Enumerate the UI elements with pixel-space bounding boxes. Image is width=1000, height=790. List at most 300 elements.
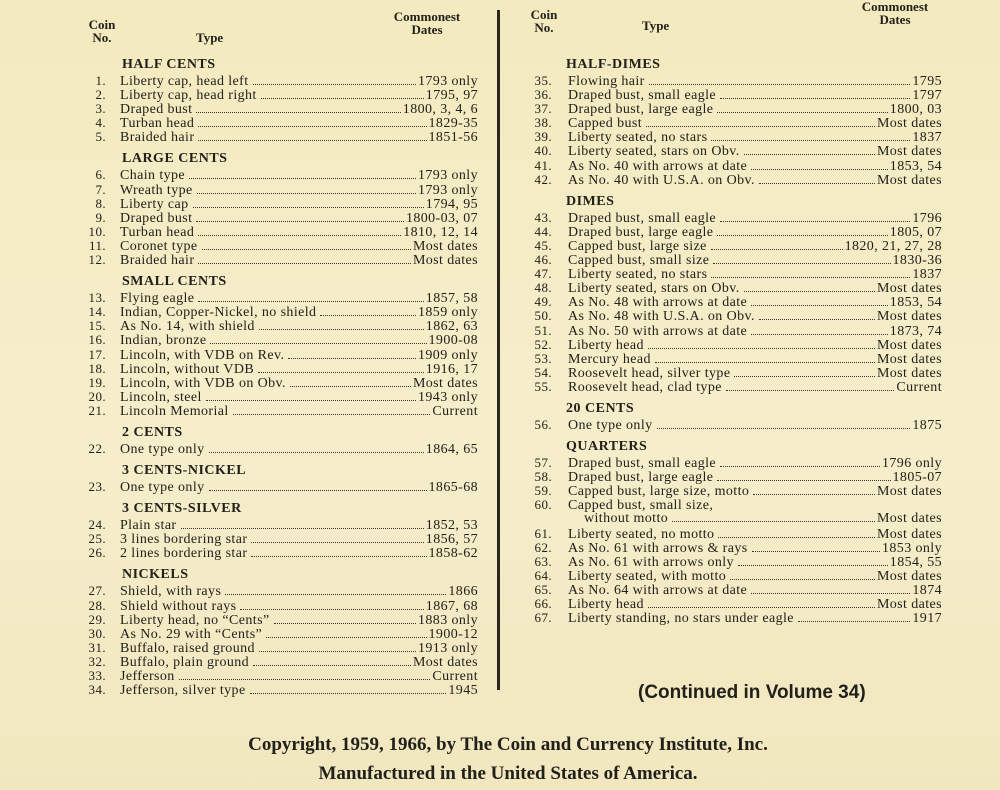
dot-leader <box>225 594 446 595</box>
coin-number: 58. <box>534 469 552 485</box>
coin-number: 66. <box>534 596 552 611</box>
type-heading: Type <box>642 18 670 33</box>
coin-type: Draped bust, large eagle <box>568 102 714 118</box>
dot-leader <box>720 221 910 222</box>
commonest-date: 1853, 54 <box>889 295 942 311</box>
commonest-date: 1883 only <box>418 612 478 628</box>
coin-type: As No. 64 with arrows at date <box>568 582 748 598</box>
dot-leader <box>288 358 416 359</box>
coin-row <box>58 74 478 88</box>
coin-type: One type only <box>120 441 205 457</box>
coin-type: Liberty standing, no stars under eagle <box>568 611 794 627</box>
coin-section <box>58 566 478 697</box>
dot-leader <box>711 277 910 278</box>
coin-type: Buffalo, raised ground <box>120 640 255 656</box>
coin-row <box>58 305 478 319</box>
commonest-date: 1900-08 <box>428 333 478 349</box>
dot-leader <box>266 637 426 638</box>
coin-number: 54. <box>534 364 552 380</box>
dot-leader <box>759 183 875 184</box>
section-title: HALF-DIMES <box>566 57 661 72</box>
coin-type: Wreath type <box>120 182 193 198</box>
commonest-date: 1793 only <box>418 168 478 184</box>
coin-type: Capped bust <box>568 116 643 132</box>
coin-type: without motto <box>584 511 669 527</box>
commonest-date: 1862, 63 <box>425 319 478 335</box>
dot-leader <box>320 315 416 316</box>
coin-type: Liberty seated, with motto <box>568 568 727 584</box>
coin-type: Jefferson, silver type <box>120 683 246 699</box>
right-header <box>522 0 942 56</box>
coin-number: 5. <box>95 129 106 145</box>
coin-row <box>58 239 478 253</box>
section-title: DIMES <box>566 193 615 209</box>
coin-section <box>58 56 478 144</box>
coin-number: 53. <box>534 350 552 366</box>
coin-number: 56. <box>534 416 552 432</box>
coin-type: Liberty seated, no stars <box>568 267 708 283</box>
dot-leader <box>713 263 890 264</box>
dot-leader <box>751 169 888 170</box>
dot-leader <box>751 305 888 306</box>
coin-type: Draped bust, large eagle <box>568 470 714 486</box>
copyright-line: Copyright, 1959, 1966, by The Coin and Currency Institute, Inc. <box>248 734 768 755</box>
coin-row <box>522 102 942 116</box>
coin-number: 20. <box>88 388 106 404</box>
coin-row <box>58 641 478 655</box>
commonest-date: Most dates <box>876 309 942 325</box>
coin-number: 23. <box>88 479 106 495</box>
coin-type: Lincoln, without VDB <box>120 361 255 377</box>
coin-row <box>58 130 478 144</box>
commonest-date: 1858-62 <box>428 546 478 562</box>
dot-leader <box>233 414 431 415</box>
coin-number: 32. <box>88 653 106 669</box>
commonest-date: Most dates <box>876 116 942 132</box>
commonest-date: 1874 <box>912 582 942 598</box>
coin-type: As No. 48 with U.S.A. on Obv. <box>568 309 755 325</box>
coin-number: 47. <box>534 266 552 282</box>
coin-number: 13. <box>88 290 106 306</box>
coin-type: Jefferson <box>120 669 175 684</box>
dot-leader <box>189 178 416 179</box>
coin-number: 17. <box>88 346 106 362</box>
coin-row <box>58 390 478 404</box>
coin-number: 50. <box>534 308 552 324</box>
coin-number: 29. <box>88 611 106 627</box>
dot-leader <box>738 565 888 566</box>
coin-number: 64. <box>534 567 552 583</box>
commonest-date: Most dates <box>876 511 942 527</box>
coin-type: As No. 29 with “Cents” <box>120 626 263 642</box>
coin-row <box>522 239 942 253</box>
coin-row <box>522 211 942 225</box>
coin-type: As No. 48 with arrows at date <box>568 295 748 311</box>
left-sections <box>58 56 478 697</box>
coin-number: 36. <box>534 87 552 103</box>
dot-leader <box>744 291 875 292</box>
commonest-date: Most dates <box>412 375 478 391</box>
coin-row <box>58 225 478 239</box>
coin-section <box>522 438 942 625</box>
dot-leader <box>646 126 875 127</box>
commonest-date: 1875 <box>912 417 942 433</box>
coin-row <box>522 456 942 470</box>
commonest-date: 1909 only <box>418 347 478 363</box>
coin-row <box>522 253 942 267</box>
right-column <box>522 0 942 625</box>
coin-type: Mercury head <box>568 351 651 367</box>
coin-row <box>522 116 942 130</box>
dot-leader <box>720 98 910 99</box>
commonest-date: Most dates <box>876 144 942 160</box>
commonest-date: 1793 only <box>418 182 478 198</box>
dot-leader <box>759 319 875 320</box>
coin-type: Draped bust, small eagle <box>568 456 717 472</box>
commonest-date: 1829-35 <box>428 116 478 132</box>
coin-number: 1. <box>95 73 106 88</box>
coin-row <box>58 669 478 683</box>
coin-section <box>522 56 942 187</box>
coin-section <box>58 150 478 267</box>
coin-type: Roosevelt head, silver type <box>568 365 731 381</box>
coin-row <box>58 532 478 546</box>
dot-leader <box>711 140 910 141</box>
coin-row <box>522 267 942 281</box>
dot-leader <box>197 193 416 194</box>
commonest-date: 1851-56 <box>428 130 478 146</box>
dot-leader <box>181 528 424 529</box>
section-title: 20 CENTS <box>566 400 635 416</box>
commonest-dates-heading: Commonest Dates <box>393 9 461 37</box>
coin-type: As No. 14, with shield <box>120 319 255 335</box>
section-title: 2 CENTS <box>122 424 183 440</box>
coin-row <box>58 102 478 116</box>
commonest-dates-heading: Commonest Dates <box>861 0 929 27</box>
coin-type: Draped bust <box>120 102 193 118</box>
coin-section <box>58 424 478 456</box>
coin-number: 11. <box>89 237 106 253</box>
coin-number: 16. <box>88 332 106 348</box>
coin-type: As No. 40 with U.S.A. on Obv. <box>568 172 755 188</box>
coin-number: 42. <box>534 171 552 187</box>
dot-leader <box>717 112 887 113</box>
commonest-date: Most dates <box>876 281 942 297</box>
section-title: QUARTERS <box>566 439 648 455</box>
coin-row <box>58 211 478 225</box>
commonest-date: 1793 only <box>418 74 478 89</box>
coin-section <box>522 400 942 432</box>
coin-row <box>522 470 942 484</box>
dot-leader <box>752 551 880 552</box>
coin-type: Flowing hair <box>568 74 645 89</box>
coin-no-heading: Coin No. <box>530 7 558 35</box>
commonest-date: Current <box>896 379 942 395</box>
coin-type: Lincoln, with VDB on Rev. <box>120 347 285 363</box>
coin-row <box>522 569 942 583</box>
section-title: SMALL CENTS <box>122 274 227 290</box>
dot-leader <box>251 556 426 557</box>
right-sections <box>522 56 942 625</box>
coin-row <box>58 376 478 390</box>
coin-section <box>58 462 478 494</box>
dot-leader <box>210 343 426 344</box>
coin-type: 2 lines bordering star <box>120 546 248 562</box>
coin-type: Draped bust, small eagle <box>568 88 717 104</box>
commonest-date: Most dates <box>412 253 478 269</box>
dot-leader <box>657 428 911 429</box>
dot-leader <box>198 301 423 302</box>
coin-row <box>522 498 942 512</box>
dot-leader <box>259 329 424 330</box>
coin-type: Indian, Copper-Nickel, no shield <box>120 305 317 321</box>
dot-leader <box>179 679 431 680</box>
coin-row <box>58 599 478 613</box>
coin-row <box>58 168 478 182</box>
coin-type: Roosevelt head, clad type <box>568 379 722 395</box>
dot-leader <box>209 452 424 453</box>
dot-leader <box>711 249 843 250</box>
coin-type: Capped bust, large size, motto <box>568 484 750 500</box>
coin-row <box>58 291 478 305</box>
coin-number: 21. <box>88 402 106 418</box>
commonest-date: 1800, 03 <box>889 102 942 118</box>
coin-type: Plain star <box>120 518 177 534</box>
coin-number: 52. <box>534 336 552 352</box>
commonest-date: Most dates <box>412 654 478 670</box>
commonest-date: Most dates <box>876 172 942 188</box>
coin-number: 40. <box>534 143 552 159</box>
commonest-date: 1916, 17 <box>425 361 478 377</box>
commonest-date: 1800, 3, 4, 6 <box>402 102 478 118</box>
dot-leader <box>798 621 910 622</box>
coin-section <box>522 193 942 394</box>
coin-number: 60. <box>534 497 552 513</box>
coin-type: Liberty cap, head left <box>120 74 249 89</box>
dot-leader <box>672 521 875 522</box>
coin-row <box>522 555 942 569</box>
coin-type: Indian, bronze <box>120 333 207 349</box>
coin-row <box>58 183 478 197</box>
coin-type: Liberty cap <box>120 196 189 212</box>
commonest-date: 1857, 58 <box>425 291 478 307</box>
dot-leader <box>751 334 888 335</box>
coin-number: 19. <box>88 374 106 390</box>
coin-type: Flying eagle <box>120 291 195 307</box>
dot-leader <box>198 126 426 127</box>
dot-leader <box>193 207 424 208</box>
coin-type: Buffalo, plain ground <box>120 654 250 670</box>
coin-number: 37. <box>534 101 552 117</box>
coin-type: Capped bust, small size, <box>568 498 714 514</box>
coin-type: Lincoln, steel <box>120 389 202 405</box>
commonest-date: Most dates <box>876 484 942 500</box>
coin-row <box>522 527 942 541</box>
coin-type: Liberty head <box>568 337 644 353</box>
commonest-date: Most dates <box>876 568 942 584</box>
coin-type: Liberty seated, stars on Obv. <box>568 144 740 160</box>
coin-number: 51. <box>534 322 552 338</box>
coin-number: 3. <box>95 101 106 117</box>
coin-row <box>522 366 942 380</box>
dot-leader <box>202 249 411 250</box>
coin-type: Coronet type <box>120 238 198 254</box>
coin-number: 39. <box>534 129 552 145</box>
dot-leader <box>649 84 911 85</box>
coin-type: Braided hair <box>120 253 195 269</box>
commonest-date: Current <box>432 403 478 419</box>
coin-type: As No. 61 with arrows only <box>568 554 734 570</box>
coin-row <box>58 348 478 362</box>
coin-number: 14. <box>88 304 106 320</box>
coin-row <box>522 309 942 323</box>
commonest-date: Most dates <box>876 526 942 542</box>
coin-row <box>58 683 478 697</box>
coin-type: Draped bust, large eagle <box>568 224 714 240</box>
coin-number: 30. <box>88 625 106 641</box>
continued-note: (Continued in Volume 34) <box>638 682 866 703</box>
coin-row <box>58 197 478 211</box>
coin-number: 25. <box>88 531 106 547</box>
coin-type: Shield without rays <box>120 598 237 614</box>
coin-number: 31. <box>88 639 106 655</box>
coin-number: 41. <box>534 157 552 173</box>
coin-type: Liberty head <box>568 597 644 612</box>
coin-row <box>58 253 478 267</box>
dot-leader <box>720 466 880 467</box>
coin-row <box>522 225 942 239</box>
coin-row <box>522 324 942 338</box>
coin-type: One type only <box>120 480 205 496</box>
dot-leader <box>717 235 887 236</box>
coin-row <box>522 611 942 625</box>
dot-leader <box>198 140 426 141</box>
commonest-date: 1852, 53 <box>425 518 478 534</box>
coin-number: 28. <box>88 597 106 613</box>
coin-row <box>522 380 942 394</box>
coin-number: 38. <box>534 115 552 131</box>
dot-leader <box>744 154 875 155</box>
coin-row <box>522 338 942 352</box>
dot-leader <box>253 665 411 666</box>
dot-leader <box>753 494 875 495</box>
commonest-date: 1864, 65 <box>425 441 478 457</box>
coin-number: 45. <box>534 237 552 253</box>
commonest-date: 1854, 55 <box>889 554 942 570</box>
section-title: 3 CENTS-SILVER <box>122 501 242 517</box>
coin-type: Chain type <box>120 168 186 184</box>
commonest-date: 1795 <box>912 74 942 89</box>
coin-row <box>522 144 942 158</box>
coin-number: 61. <box>534 525 552 541</box>
coin-number: 22. <box>88 440 106 456</box>
section-title: LARGE CENTS <box>122 151 228 167</box>
dot-leader <box>240 609 423 610</box>
coin-row <box>58 362 478 376</box>
type-heading: Type <box>196 30 224 45</box>
commonest-date: 1866 <box>448 584 478 600</box>
coin-row <box>58 319 478 333</box>
dot-leader <box>196 112 400 113</box>
coin-row <box>522 88 942 102</box>
coin-type: Capped bust, small size <box>568 253 710 269</box>
coin-number: 33. <box>88 668 106 683</box>
coin-row <box>58 480 478 494</box>
coin-number: 67. <box>534 610 552 626</box>
commonest-date: 1796 <box>912 210 942 226</box>
coin-row <box>522 352 942 366</box>
dot-leader <box>290 386 411 387</box>
dot-leader <box>259 651 416 652</box>
coin-row <box>58 442 478 456</box>
coin-row <box>58 518 478 532</box>
dot-leader <box>250 693 447 694</box>
coin-number: 63. <box>534 553 552 569</box>
coin-row <box>522 295 942 309</box>
coin-number: 15. <box>88 318 106 334</box>
commonest-date: Most dates <box>876 337 942 353</box>
coin-row <box>58 116 478 130</box>
coin-number: 59. <box>534 483 552 499</box>
coin-section <box>58 273 478 418</box>
dot-leader <box>718 537 874 538</box>
coin-type: As No. 61 with arrows & rays <box>568 540 748 556</box>
commonest-date: 1797 <box>912 88 942 104</box>
commonest-date: 1853, 54 <box>889 158 942 174</box>
commonest-date: 1867, 68 <box>425 598 478 614</box>
commonest-date: Most dates <box>876 365 942 381</box>
coin-number: 18. <box>88 360 106 376</box>
coin-number: 27. <box>88 583 106 599</box>
coin-number: 2. <box>95 87 106 103</box>
dot-leader <box>198 263 411 264</box>
coin-number: 43. <box>534 209 552 225</box>
coin-row <box>58 584 478 598</box>
commonest-date: 1820, 21, 27, 28 <box>844 238 942 254</box>
dot-leader <box>253 84 416 85</box>
coin-number: 55. <box>534 378 552 394</box>
coin-number: 6. <box>95 167 106 183</box>
dot-leader <box>734 376 875 377</box>
coin-number: 34. <box>88 682 106 698</box>
coin-row <box>522 512 942 526</box>
coin-row <box>522 130 942 144</box>
commonest-date: 1800-03, 07 <box>405 210 478 226</box>
dot-leader <box>258 372 424 373</box>
coin-number: 26. <box>88 545 106 561</box>
coin-number: 8. <box>95 195 106 211</box>
coin-number: 48. <box>534 280 552 296</box>
coin-type: Draped bust, small eagle <box>568 210 717 226</box>
coin-type: Liberty seated, no motto <box>568 526 715 542</box>
commonest-date: 1865-68 <box>428 480 478 496</box>
commonest-date: 1900-12 <box>428 626 478 642</box>
coin-type: Turban head <box>120 116 195 132</box>
coin-type: 3 lines bordering star <box>120 532 248 548</box>
commonest-date: Most dates <box>876 351 942 367</box>
commonest-date: 1853 only <box>882 540 942 556</box>
coin-row <box>58 655 478 669</box>
commonest-date: Most dates <box>412 238 478 254</box>
dot-leader <box>655 362 875 363</box>
coin-type: One type only <box>568 417 653 433</box>
manufactured-line: Manufactured in the United States of America. <box>318 763 698 784</box>
dot-leader <box>198 235 401 236</box>
dot-leader <box>209 490 427 491</box>
coin-type: Draped bust <box>120 210 193 226</box>
coin-number: 24. <box>88 517 106 533</box>
commonest-date: 1917 <box>912 611 942 627</box>
